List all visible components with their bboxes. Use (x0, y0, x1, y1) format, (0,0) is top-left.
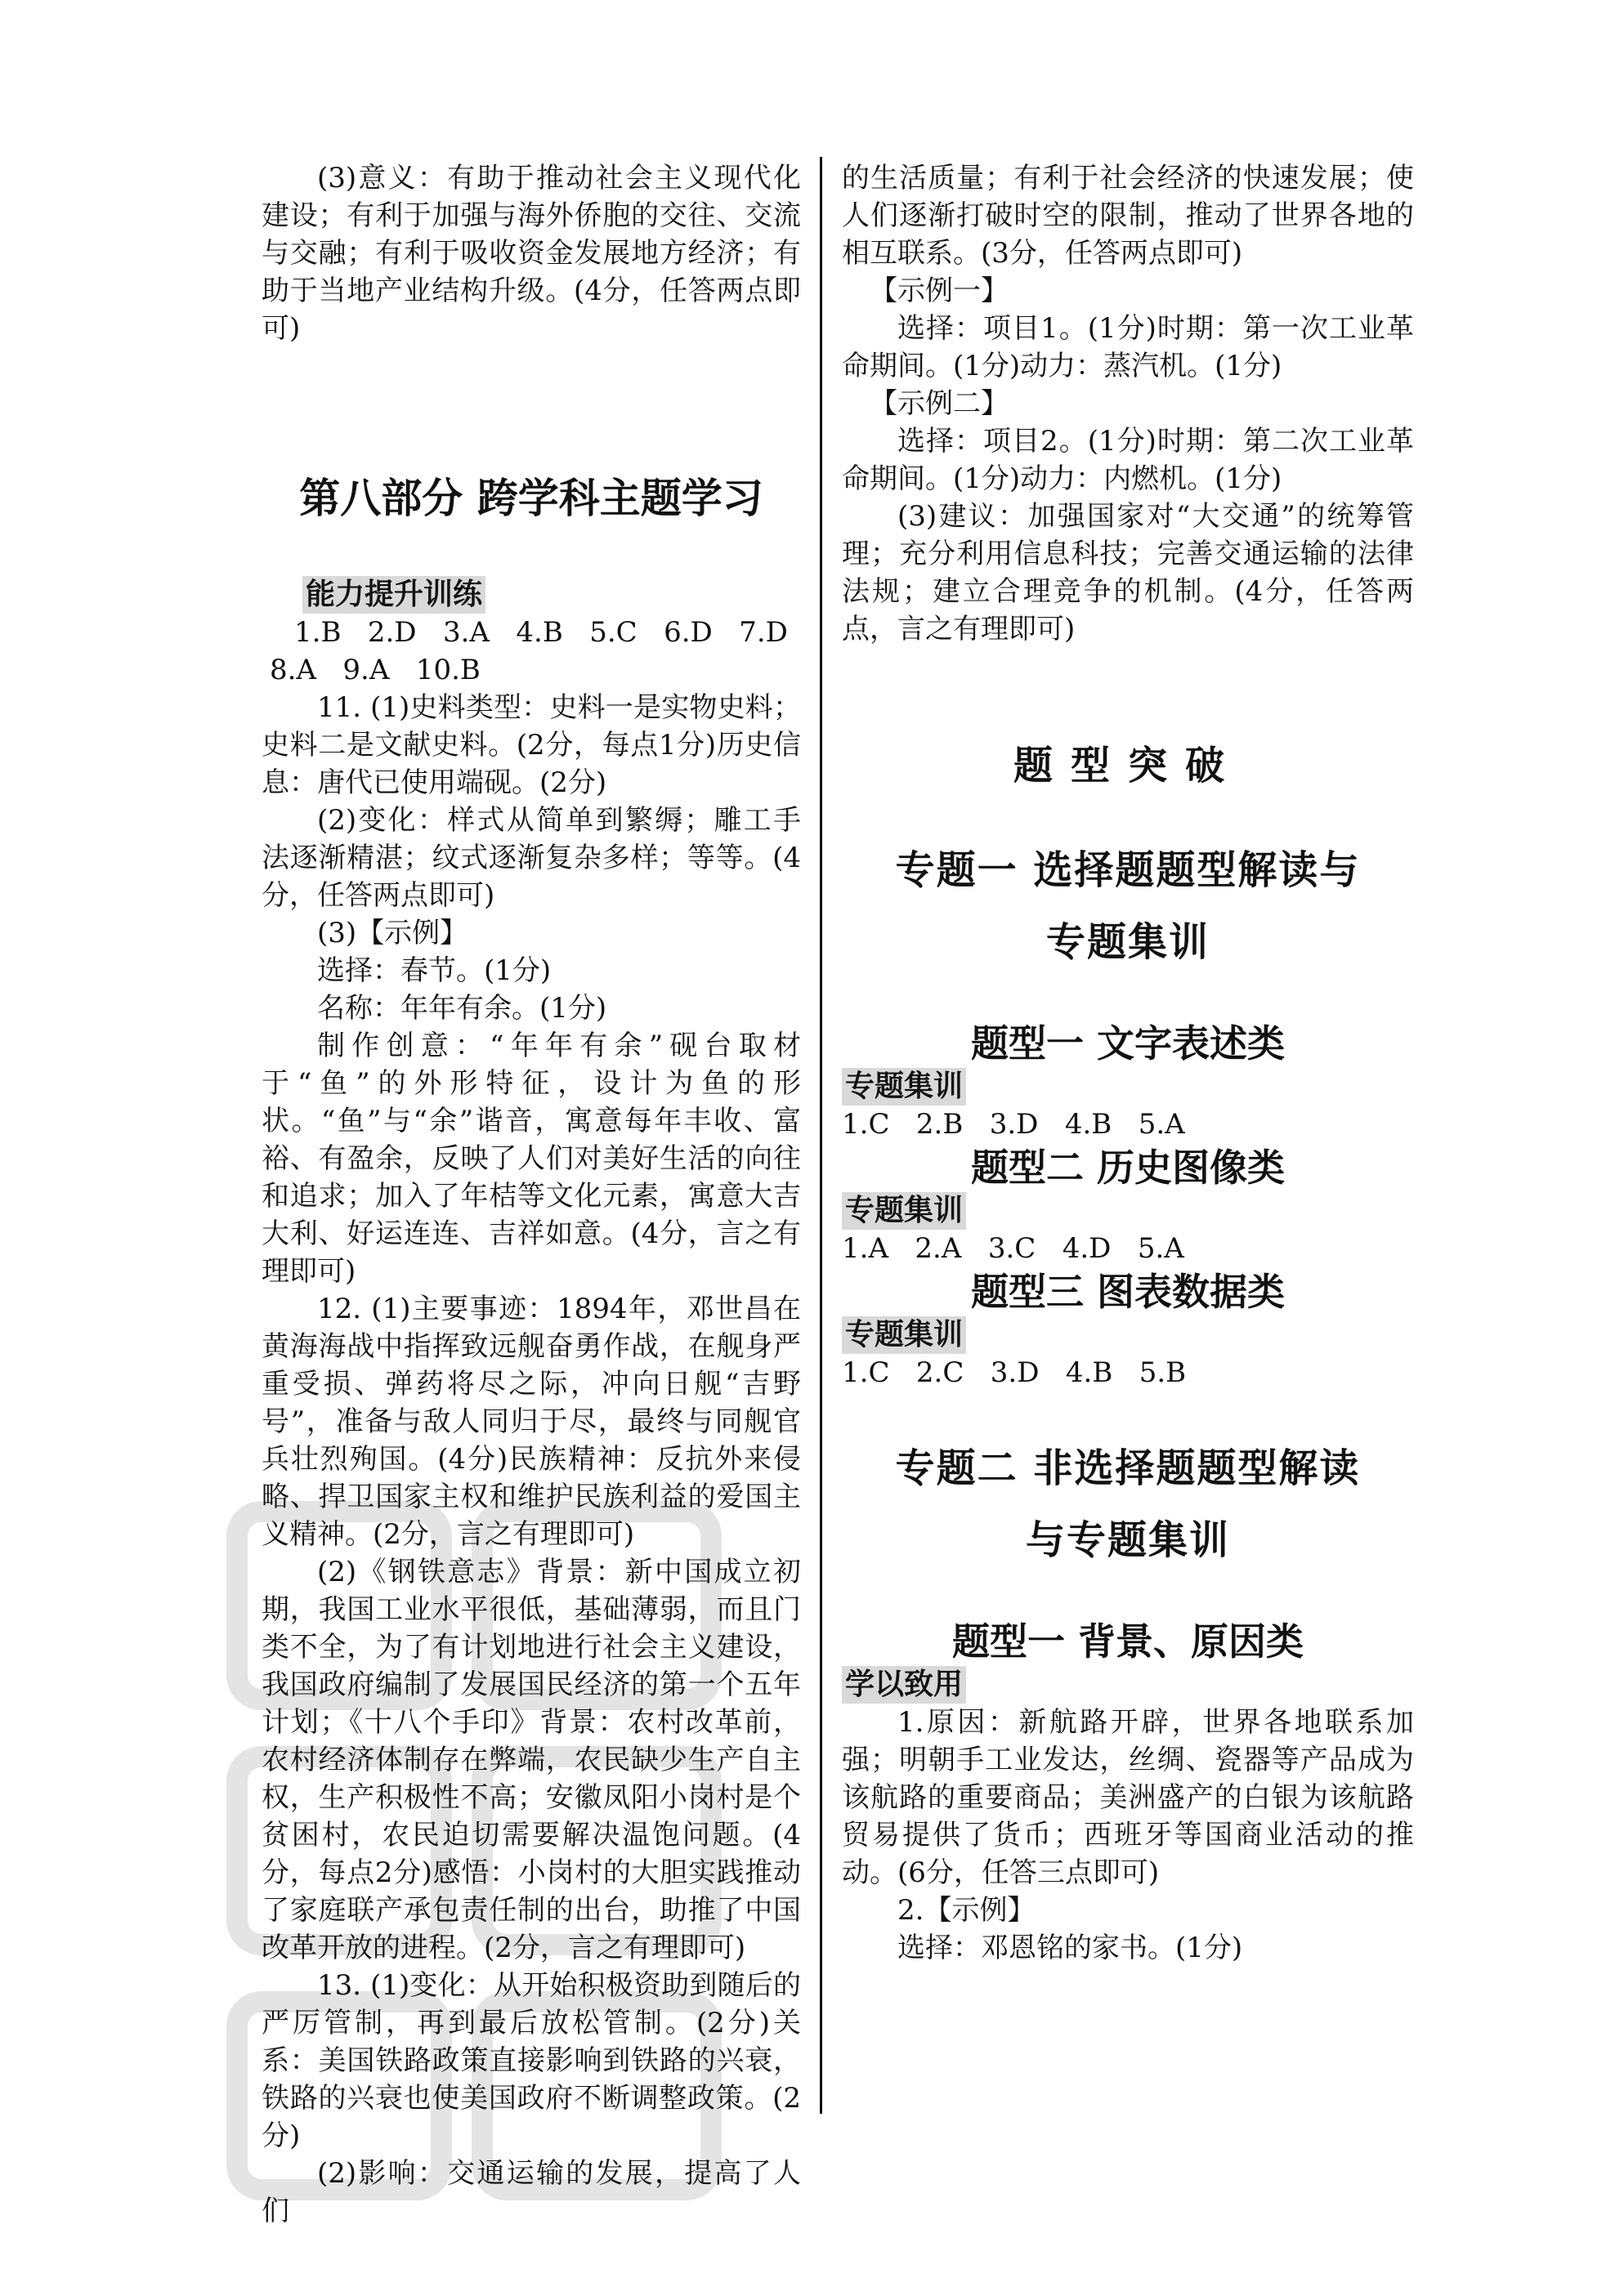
example2-text: 选择：项目2。(1分)时期：第二次工业革命期间。(1分)动力：内燃机。(1分) (842, 425, 1414, 495)
continued-paragraph: 的生活质量；有利于社会经济的快速发展；使人们逐渐打破时空的限制，推动了世界各地的相互联系。(3分，任答两点即可) (842, 162, 1414, 270)
example1-tag: 【示例一】 (870, 275, 1009, 307)
q12-part1: 12. (1)主要事迹：1894年，邓世昌在黄海海战中指挥致远舰奋勇作战，在舰身严重受损、弹药将尽之际，冲向日舰“吉野号”，准备与敌人同归于尽，最终与同舰官兵壮烈殉国。(4分)民族精神：反抗外来侵略、捍卫国家主权和维护民族利益的爱国主义精神。(2分，言之有理即可) (262, 1293, 801, 1551)
q11-choice: 选择：春节。(1分) (317, 954, 552, 987)
type1-title: 题型一 文字表述类 (970, 1021, 1285, 1065)
right-column (842, 159, 1414, 1967)
column-divider (820, 157, 822, 2114)
collect-tag-2: 专题集训 (842, 1192, 966, 1230)
q11-part2: (2)变化：样式从简单到繁缛；雕工手法逐渐精湛；纹式逐渐复杂多样；等等。(4分，任答两点即可) (262, 804, 801, 912)
example1-text: 选择：项目1。(1分)时期：第一次工业革命期间。(1分)动力：蒸汽机。(1分) (842, 312, 1414, 382)
part8-title: 第八部分 跨学科主题学习 (299, 475, 763, 522)
topic2-title-line2: 与专题集训 (1025, 1517, 1230, 1563)
q11-creative-idea: 制作创意：“年年有余”砚台取材于“鱼”的外形特征，设计为鱼的形状。“鱼”与“余”谐音，寓意每年丰收、富裕、有盈余，反映了人们对美好生活的向往和追求；加入了年桔等文化元素，寓意大吉大利、好运连连、吉祥如意。(4分，言之有理即可) (262, 1030, 801, 1288)
topic2-title-line1: 专题二 非选择题题型解读 (895, 1445, 1361, 1491)
q12-part2: (2)《钢铁意志》背景：新中国成立初期，我国工业水平很低，基础薄弱，而且门类不全，为了有计划地进行社会主义建设，我国政府编制了发展国民经济的第一个五年计划；《十八个手印》背景：农村改革前，农村经济体制存在弊端，农民缺少生产自主权，生产积极性不高；安徽凤阳小岗村是个贫困村，农民迫切需要解决温饱问题。(4分，每点2分)感悟：小岗村的大胆实践推动了家庭联产承包责任制的出台，助推了中国改革开放的进程。(2分，言之有理即可) (262, 1556, 801, 1964)
breakthrough-title: 题型突破 (1013, 743, 1242, 788)
apply-tag: 学以致用 (842, 1666, 966, 1704)
type2-answers: 1.A 2.A 3.C 4.D 5.A (842, 1232, 1184, 1265)
ability-training-tag: 能力提升训练 (302, 576, 485, 614)
topic1-title-line2: 专题集训 (1045, 919, 1210, 965)
apply-answer1: 1.原因：新航路开辟，世界各地联系加强；明朝手工业发达，丝绸、瓷器等产品成为该航路的重要商品；美洲盛产的白银为该航路贸易提供了货币；西班牙等国商业活动的推动。(6分，任答三点即可) (842, 1706, 1414, 1889)
type2-title: 题型二 历史图像类 (970, 1146, 1285, 1190)
intro-paragraph: (3)意义：有助于推动社会主义现代化建设；有利于加强与海外侨胞的交往、交流与交融；有利于吸收资金发展地方经济；有助于当地产业结构升级。(4分，任答两点即可) (262, 162, 801, 345)
type1-answers: 1.C 2.B 3.D 4.B 5.A (842, 1108, 1185, 1141)
mc-answers-row1: 1.B 2.D 3.A 4.B 5.C 6.D 7.D (294, 616, 788, 649)
q13-part2: (2)影响：交通运输的发展，提高了人们 (262, 2157, 801, 2227)
q13-part1: 13. (1)变化：从开始积极资助到随后的严厉管制，再到最后放松管制。(2分)关系：美国铁路政策直接影响到铁路的兴衰，铁路的兴衰也使美国政府不断调整政策。(2分) (262, 1969, 801, 2152)
suggestion-paragraph: (3)建议：加强国家对“大交通”的统筹管理；充分利用信息科技；完善交通运输的法律法规；建立合理竞争的机制。(4分，任答两点，言之有理即可) (842, 500, 1414, 645)
apply-answer2-tag: 2.【示例】 (897, 1894, 1036, 1927)
mc-answers-row2: 8.A 9.A 10.B (270, 654, 481, 686)
type3-answers: 1.C 2.C 3.D 4.B 5.B (842, 1356, 1187, 1389)
topic1-title-line1: 专题一 选择题题型解读与 (895, 847, 1361, 893)
apply-answer2-text: 选择：邓恩铭的家书。(1分) (897, 1932, 1243, 1964)
q11-part3-label: (3)【示例】 (317, 917, 468, 949)
collect-tag-1: 专题集训 (842, 1068, 966, 1106)
type3-title: 题型三 图表数据类 (970, 1270, 1285, 1314)
left-column (262, 159, 801, 2230)
q11-name: 名称：年年有余。(1分) (317, 992, 607, 1025)
collect-tag-3: 专题集训 (842, 1316, 966, 1354)
q11-part1: 11. (1)史料类型：史料一是实物史料；史料二是文献史料。(2分，每点1分)历史信息：唐代已使用端砚。(2分) (262, 691, 801, 799)
example2-tag: 【示例二】 (870, 387, 1009, 420)
type4-title: 题型一 背景、原因类 (951, 1619, 1304, 1664)
